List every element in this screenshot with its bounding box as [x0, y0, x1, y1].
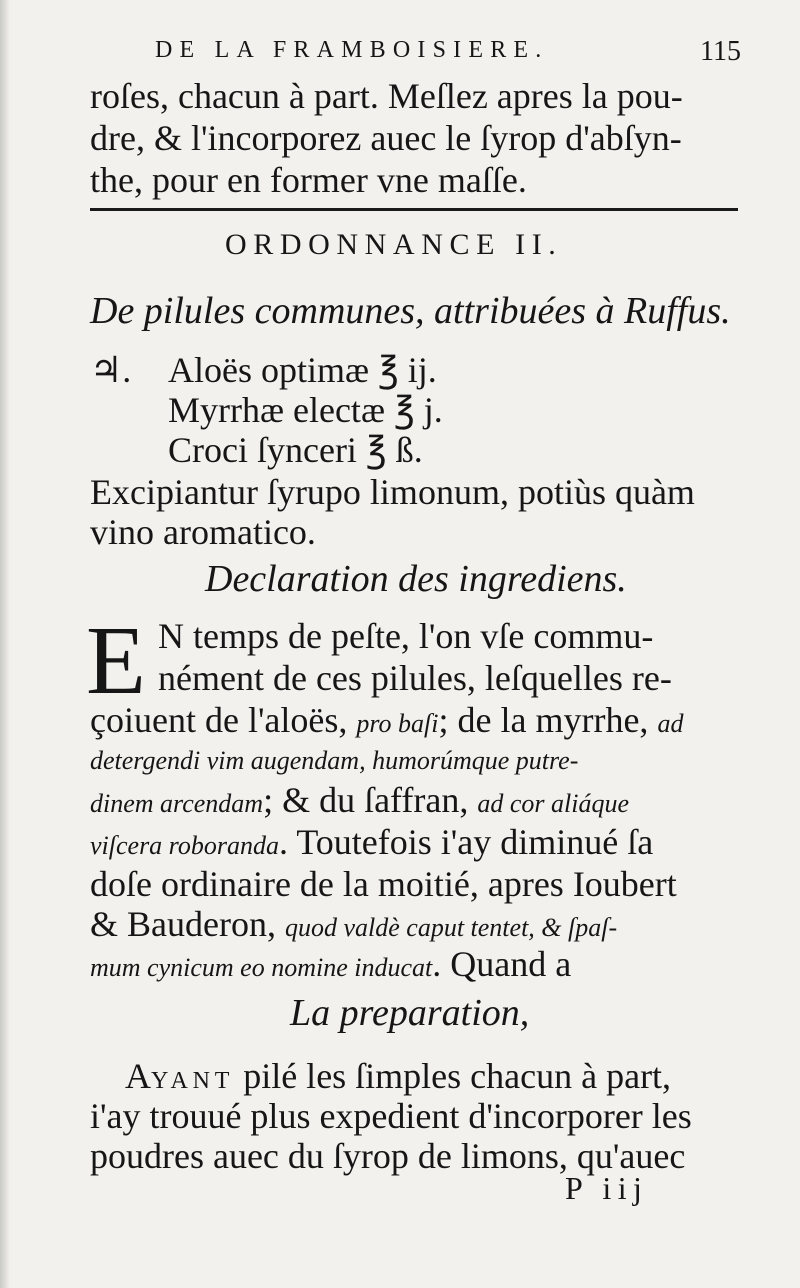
drop-capital: E — [86, 607, 146, 715]
text-line: the, pour en former vne maſſe. — [90, 160, 527, 200]
recipe-symbol: ♃. — [90, 350, 132, 390]
text-line: mum cynicum eo nomine inducat. Quand a — [90, 944, 572, 984]
text-line: çoiuent de l'aloës, pro baſi; de la myrrhe, ad — [90, 700, 684, 740]
text-line: dre, & l'incorporez auec le ſyrop d'abſyn- — [90, 118, 682, 158]
text-line: roſes, chacun à part. Meſlez apres la pou- — [90, 76, 683, 116]
text-line: poudres auec du ſyrop de limons, qu'auec — [90, 1136, 686, 1176]
recipe-line: Croci ſynceri ℥ ß. — [168, 430, 423, 470]
text-line: & Bauderon, quod valdè caput tentet, & ſpaſ- — [90, 904, 618, 944]
text-line: AYANT pilé les ſimples chacun à part, — [125, 1056, 672, 1096]
declaration-title: Declaration des ingrediens. — [205, 558, 627, 600]
text-line: viſcera roboranda. Toutefois i'ay diminué ſa — [90, 822, 654, 862]
running-header: DE LA FRAMBOISIERE. — [155, 37, 549, 63]
section-title: ORDONNANCE II. — [225, 228, 563, 261]
recipe-title: De pilules communes, attribuées à Ruffus. — [90, 290, 731, 332]
section-rule — [90, 208, 738, 211]
text-line: vino aromatico. — [90, 512, 316, 552]
page-gutter-shadow — [0, 0, 10, 1288]
text-line: detergendi vim augendam, humorúmque putre- — [90, 746, 579, 775]
signature-mark: P iij — [565, 1170, 649, 1206]
text-line: dinem arcendam; & du ſaffran, ad cor aliáque — [90, 780, 629, 820]
text-line: N temps de peſte, l'on vſe commu- — [158, 616, 654, 656]
text-line: i'ay trouué plus expedient d'incorporer les — [90, 1096, 692, 1136]
page-number: 115 — [700, 36, 741, 67]
recipe-line: Aloës optimæ ℥ ij. — [168, 350, 437, 390]
text-line: nément de ces pilules, leſquelles re- — [158, 658, 672, 698]
text-line: Excipiantur ſyrupo limonum, potiùs quàm — [90, 472, 695, 512]
preparation-title: La preparation, — [290, 992, 530, 1034]
recipe-line: Myrrhæ electæ ℥ j. — [168, 390, 443, 430]
text-line: doſe ordinaire de la moitié, apres Ioubert — [90, 864, 677, 904]
